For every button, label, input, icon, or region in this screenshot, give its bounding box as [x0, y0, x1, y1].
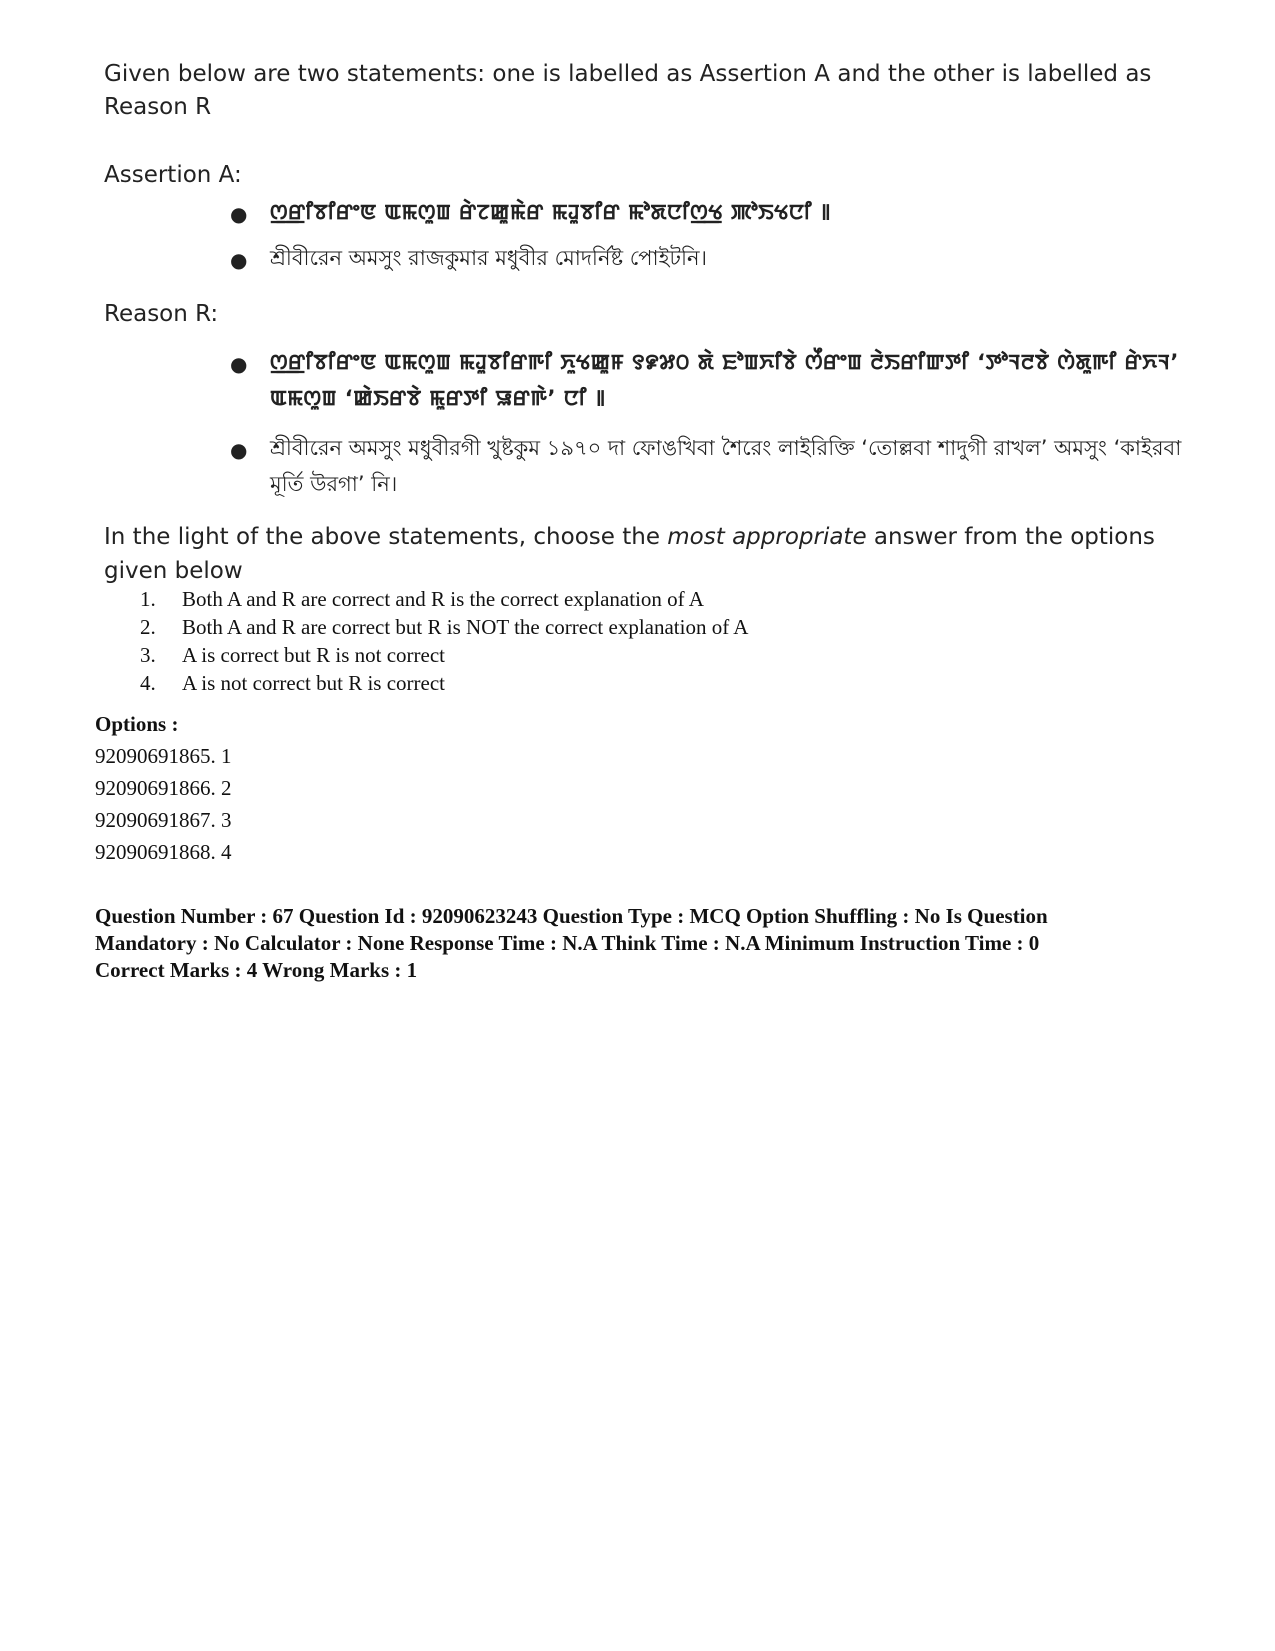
bullet-icon: ●	[230, 248, 248, 272]
choice-number: 4.	[140, 671, 156, 695]
choice-text: A is correct but R is not correct	[182, 643, 446, 667]
prompt-before: In the light of the above statements, choose the	[104, 524, 668, 550]
answer-choice	[140, 613, 748, 641]
choice-number: 3.	[140, 643, 156, 667]
options-title: Options :	[95, 712, 179, 736]
choice-text: A is not correct but R is correct	[182, 671, 446, 695]
reason-list	[230, 344, 1210, 516]
choice-number: 1.	[140, 587, 156, 611]
question-intro: Given below are two statements: one is labelled as Assertion A and the other is labelled as Reason R	[104, 61, 1152, 120]
assertion-text-bengali: শ্রীবীরেন অমসুং রাজকুমার মধুবীর মোদর্নিষ্ট পোইটনি।	[270, 246, 708, 270]
prompt-emphasis: most appropriate	[667, 524, 867, 550]
metadata-line: Mandatory : No Calculator : None Response Time : N.A Think Time : N.A Minimum Instruction Time : 0	[95, 931, 1040, 955]
answer-choice	[140, 669, 748, 697]
options-block	[95, 708, 232, 868]
bullet-icon: ●	[230, 202, 248, 226]
metadata-line: Question Number : 67 Question Id : 92090623243 Question Type : MCQ Option Shuffling : No Is Question	[95, 904, 1048, 928]
answer-choice	[140, 585, 748, 613]
assertion-list	[230, 194, 1210, 286]
metadata-line: Correct Marks : 4 Wrong Marks : 1	[95, 958, 418, 982]
option-id-row: 92090691865. 1	[95, 744, 232, 768]
option-id-row: 92090691866. 2	[95, 776, 232, 800]
choice-text: Both A and R are correct and R is the correct explanation of A	[182, 587, 704, 611]
choice-text: Both A and R are correct but R is NOT the correct explanation of A	[182, 615, 749, 639]
answer-choices	[140, 585, 748, 697]
choice-number: 2.	[140, 615, 156, 639]
option-id-row: 92090691868. 4	[95, 840, 232, 864]
assertion-text-meitei: ꯁ꯭ꯔꯤꯕꯤꯔꯦꯟ ꯑꯃꯁꯨꯡ ꯔꯥꯖꯀꯨꯃꯥꯔ ꯃꯙꯨꯕꯤꯔ ꯃꯣꯗꯅꯤꯁ꯭ꯠ ꯄꯣꯏꯠꯅꯤ ꯫	[270, 200, 831, 224]
prompt-after: answer from the options given below	[104, 524, 1155, 584]
reason-text-meitei: ꯁ꯭ꯔꯤꯕꯤꯔꯦꯟ ꯑꯃꯁꯨꯡ ꯃꯙꯨꯕꯤꯔꯒꯤ ꯈꯨꯠꯀꯨꯝ ꯱꯹꯷꯰ ꯗꯥ ꯐꯣꯡꯈꯤꯕꯥ ꯁꯩꯔꯦꯡ ꯂꯥꯏꯔꯤꯛꯇꯤ ‘ꯇꯣꯜꯂꯕꯥ ꯁꯥꯗꯨꯒꯤ ꯔꯥꯈꯜ’ ꯑꯃꯁꯨꯡ ‘ꯀꯥꯏꯔꯕꯥ ꯃꯨꯔꯇꯤ ꯎꯔꯒꯥ’ ꯅꯤ ꯫	[270, 350, 1179, 410]
reason-item-meitei	[230, 344, 1210, 416]
assertion-item-meitei	[230, 194, 1210, 230]
reason-item-bengali	[230, 430, 1210, 502]
assertion-item-bengali	[230, 240, 1210, 276]
option-id-row: 92090691867. 3	[95, 808, 232, 832]
answer-choice	[140, 641, 748, 669]
reason-label: Reason R:	[104, 301, 219, 327]
question-metadata	[95, 903, 1225, 984]
bullet-icon: ●	[230, 438, 248, 462]
reason-text-bengali: শ্রীবীরেন অমসুং মধুবীরগী খুষ্টকুম ১৯৭০ দা ফোঙখিবা শৈরেং লাইরিক্তি ‘তোল্লবা শাদুগী রাখল’ অমসুং ‘কাইরবা মূর্তি উরগা’ নি।	[270, 436, 1182, 496]
question-prompt	[104, 520, 1204, 588]
bullet-icon: ●	[230, 352, 248, 376]
assertion-label: Assertion A:	[104, 162, 242, 188]
